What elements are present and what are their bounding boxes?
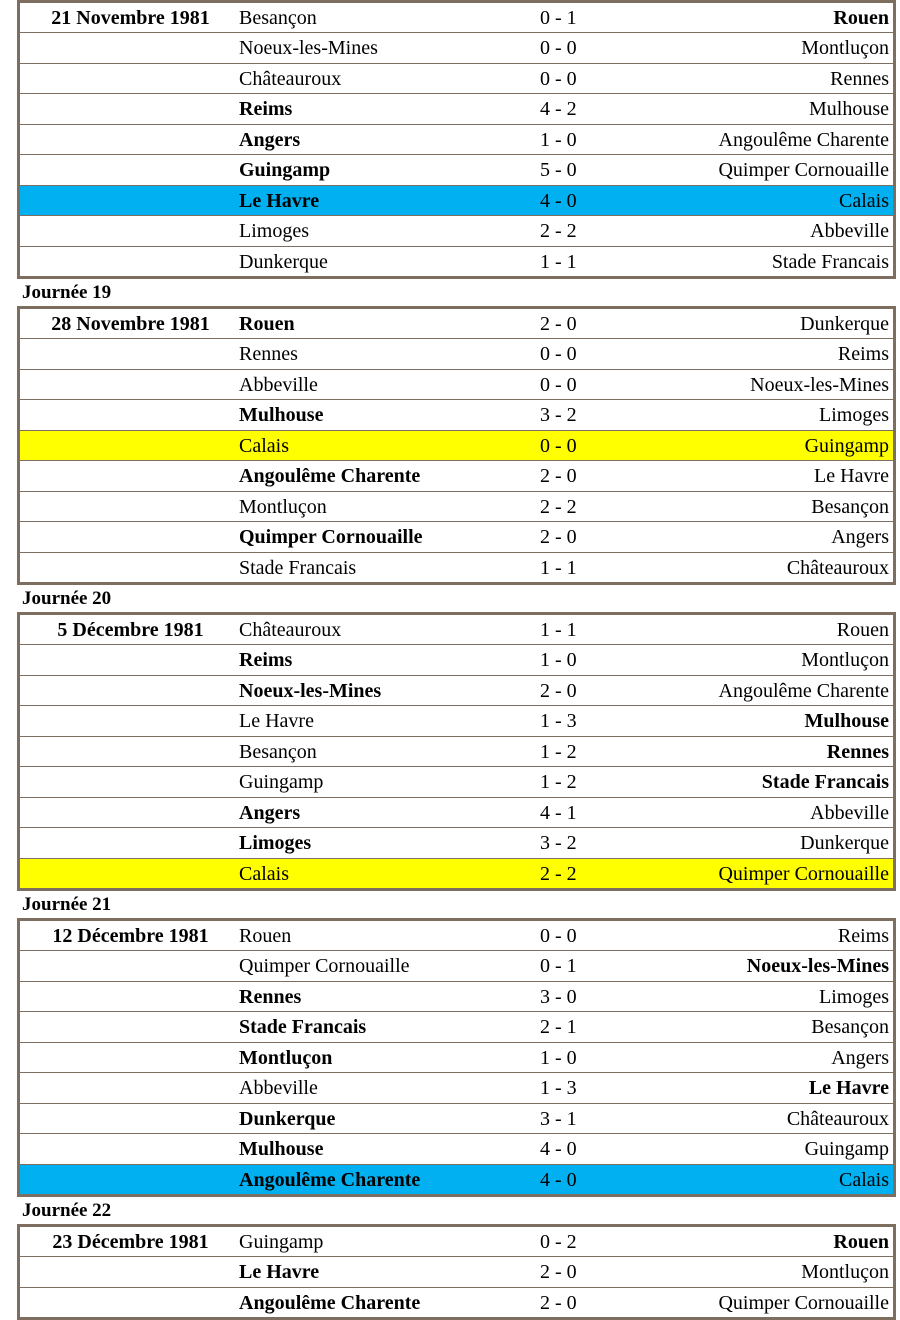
- score: 2 - 0: [540, 526, 577, 548]
- match-date: [20, 431, 235, 461]
- score: 2 - 0: [540, 1291, 577, 1314]
- match-row: [20, 460, 893, 491]
- match-row: [20, 215, 893, 246]
- match-date: [20, 216, 235, 246]
- home-team: Besançon: [239, 7, 317, 29]
- match-date: [20, 737, 235, 767]
- score: 2 - 2: [540, 862, 577, 885]
- home-team: Le Havre: [239, 1261, 320, 1283]
- match-row: [20, 154, 893, 185]
- match-row: [20, 950, 893, 981]
- score: 1 - 0: [540, 128, 577, 151]
- away-team: Guingamp: [804, 434, 889, 457]
- match-row: [20, 1011, 893, 1042]
- away-team: Dunkerque: [800, 313, 889, 335]
- home-team: Montluçon: [239, 1046, 333, 1069]
- match-row: [20, 32, 893, 63]
- match-date: [20, 1288, 235, 1318]
- match-row: [20, 124, 893, 155]
- away-team: Abbeville: [810, 801, 889, 824]
- home-team: Limoges: [239, 832, 312, 854]
- score: 0 - 0: [540, 67, 577, 90]
- home-team: Châteauroux: [239, 67, 342, 90]
- score: 3 - 1: [540, 1107, 577, 1130]
- home-team: Rennes: [239, 985, 302, 1008]
- home-team: Stade Francais: [239, 556, 357, 579]
- away-team: Noeux-les-Mines: [750, 373, 889, 396]
- home-team: Mulhouse: [239, 404, 324, 426]
- home-team: Le Havre: [239, 189, 320, 212]
- match-row: [20, 1227, 893, 1256]
- score: 0 - 0: [540, 925, 577, 947]
- score: 4 - 0: [540, 1138, 577, 1160]
- score: 2 - 0: [540, 465, 577, 487]
- away-team: Châteauroux: [786, 1107, 889, 1130]
- match-row: [20, 521, 893, 552]
- match-row: [20, 921, 893, 950]
- away-team: Stade Francais: [761, 771, 889, 793]
- match-row: [20, 981, 893, 1012]
- away-team: Reims: [837, 343, 889, 365]
- away-team: Guingamp: [804, 1138, 889, 1160]
- home-team: Angoulême Charente: [239, 1168, 421, 1191]
- match-date: [20, 645, 235, 675]
- home-team: Rennes: [239, 343, 298, 365]
- match-row: [20, 430, 893, 461]
- score: 1 - 3: [540, 710, 577, 732]
- match-date: [20, 553, 235, 583]
- away-team: Quimper Cornouaille: [718, 862, 889, 885]
- match-date: [20, 400, 235, 430]
- match-date: [20, 186, 235, 216]
- match-date: [20, 125, 235, 155]
- match-date: [20, 370, 235, 400]
- match-row: [20, 736, 893, 767]
- home-team: Abbeville: [239, 1077, 318, 1099]
- match-row: [20, 858, 893, 889]
- match-date: 5 Décembre 1981: [57, 619, 204, 641]
- match-row: [20, 552, 893, 583]
- score: 3 - 2: [540, 404, 577, 426]
- match-date: 23 Décembre 1981: [52, 1231, 209, 1253]
- away-team: Montluçon: [801, 1261, 889, 1283]
- match-date: [20, 1134, 235, 1164]
- home-team: Châteauroux: [239, 619, 342, 641]
- match-row: [20, 705, 893, 736]
- match-date: [20, 94, 235, 124]
- home-team: Rouen: [239, 313, 295, 335]
- score: 2 - 0: [540, 679, 577, 702]
- score: 1 - 1: [540, 556, 577, 579]
- match-date: [20, 1104, 235, 1134]
- match-row: [20, 399, 893, 430]
- away-team: Rouen: [833, 7, 889, 29]
- match-date: [20, 859, 235, 889]
- match-row: [20, 675, 893, 706]
- match-row: [20, 1256, 893, 1287]
- match-row: [20, 1072, 893, 1103]
- away-team: Stade Francais: [771, 250, 889, 273]
- match-row: [20, 369, 893, 400]
- match-date: [20, 767, 235, 797]
- away-team: Besançon: [811, 495, 889, 518]
- home-team: Reims: [239, 649, 293, 671]
- score: 3 - 0: [540, 985, 577, 1008]
- home-team: Angoulême Charente: [239, 1291, 421, 1314]
- match-date: [20, 951, 235, 981]
- home-team: Guingamp: [239, 1231, 324, 1253]
- match-date: [20, 828, 235, 858]
- match-date: [20, 522, 235, 552]
- home-team: Besançon: [239, 740, 317, 763]
- home-team: Le Havre: [239, 710, 314, 732]
- match-date: [20, 706, 235, 736]
- score: 1 - 3: [540, 1077, 577, 1099]
- home-team: Calais: [239, 434, 289, 457]
- match-date: 21 Novembre 1981: [51, 7, 210, 29]
- match-row: [20, 1042, 893, 1073]
- away-team: Le Havre: [808, 1077, 889, 1099]
- match-date: [20, 676, 235, 706]
- match-row: [20, 644, 893, 675]
- away-team: Abbeville: [810, 220, 889, 242]
- round-table: [17, 0, 896, 279]
- home-team: Reims: [239, 98, 293, 120]
- away-team: Besançon: [811, 1016, 889, 1038]
- match-row: [20, 827, 893, 858]
- match-row: [20, 63, 893, 94]
- score: 0 - 1: [540, 955, 577, 977]
- match-date: [20, 64, 235, 94]
- away-team: Reims: [837, 925, 889, 947]
- match-date: 28 Novembre 1981: [51, 313, 210, 335]
- home-team: Rouen: [239, 925, 292, 947]
- match-row: [20, 766, 893, 797]
- away-team: Angers: [831, 1046, 889, 1069]
- match-row: [20, 3, 893, 32]
- score: 2 - 1: [540, 1016, 577, 1038]
- score: 0 - 0: [540, 343, 577, 365]
- away-team: Rouen: [836, 619, 889, 641]
- round-label: Journée 19: [22, 282, 112, 303]
- match-date: [20, 247, 235, 277]
- match-date: [20, 155, 235, 185]
- score: 0 - 1: [540, 7, 577, 29]
- score: 2 - 2: [540, 220, 577, 242]
- away-team: Noeux-les-Mines: [746, 955, 889, 977]
- match-row: [20, 338, 893, 369]
- score: 1 - 2: [540, 740, 577, 763]
- match-date: [20, 339, 235, 369]
- away-team: Limoges: [819, 404, 889, 426]
- home-team: Abbeville: [239, 373, 318, 396]
- away-team: Angers: [831, 526, 889, 548]
- score: 1 - 1: [540, 619, 577, 641]
- match-row: [20, 491, 893, 522]
- match-date: [20, 1257, 235, 1287]
- home-team: Guingamp: [239, 771, 324, 793]
- match-row: [20, 309, 893, 338]
- match-row: [20, 185, 893, 216]
- match-date: [20, 492, 235, 522]
- away-team: Châteauroux: [786, 556, 889, 579]
- round-table: [17, 306, 896, 585]
- away-team: Dunkerque: [800, 832, 889, 854]
- score: 0 - 0: [540, 373, 577, 396]
- score: 2 - 0: [540, 1261, 577, 1283]
- match-date: [20, 1073, 235, 1103]
- home-team: Stade Francais: [239, 1016, 367, 1038]
- away-team: Rennes: [826, 740, 889, 763]
- home-team: Dunkerque: [239, 250, 328, 273]
- score: 3 - 2: [540, 832, 577, 854]
- round-label: Journée 20: [22, 588, 112, 609]
- score: 1 - 2: [540, 771, 577, 793]
- away-team: Limoges: [819, 985, 889, 1008]
- score: 5 - 0: [540, 159, 577, 181]
- home-team: Angoulême Charente: [239, 465, 421, 487]
- match-row: [20, 1287, 893, 1318]
- score: 0 - 2: [540, 1231, 577, 1253]
- round-table: [17, 918, 896, 1197]
- score: 2 - 2: [540, 495, 577, 518]
- score: 1 - 0: [540, 1046, 577, 1069]
- away-team: Angoulême Charente: [718, 128, 889, 151]
- match-row: [20, 1164, 893, 1195]
- score: 0 - 0: [540, 434, 577, 457]
- match-row: [20, 615, 893, 644]
- round-label: Journée 21: [22, 894, 112, 915]
- away-team: Le Havre: [814, 465, 889, 487]
- away-team: Mulhouse: [804, 710, 889, 732]
- home-team: Angers: [239, 801, 301, 824]
- home-team: Calais: [239, 862, 289, 885]
- home-team: Guingamp: [239, 159, 331, 181]
- away-team: Mulhouse: [809, 98, 889, 120]
- away-team: Calais: [839, 1168, 889, 1191]
- score: 4 - 2: [540, 98, 577, 120]
- match-date: [20, 1165, 235, 1195]
- away-team: Rouen: [833, 1231, 889, 1253]
- round-table: [17, 1224, 896, 1320]
- home-team: Dunkerque: [239, 1107, 336, 1130]
- match-date: [20, 33, 235, 63]
- home-team: Angers: [239, 128, 301, 151]
- round-label: Journée 22: [22, 1200, 112, 1221]
- home-team: Montluçon: [239, 495, 327, 518]
- home-team: Quimper Cornouaille: [239, 955, 410, 977]
- away-team: Montluçon: [801, 37, 889, 59]
- home-team: Mulhouse: [239, 1138, 324, 1160]
- home-team: Quimper Cornouaille: [239, 526, 423, 548]
- match-date: [20, 982, 235, 1012]
- away-team: Angoulême Charente: [718, 679, 889, 702]
- score: 2 - 0: [540, 313, 577, 335]
- match-row: [20, 93, 893, 124]
- match-row: [20, 246, 893, 277]
- match-date: [20, 798, 235, 828]
- home-team: Limoges: [239, 220, 309, 242]
- away-team: Quimper Cornouaille: [718, 159, 889, 181]
- score: 4 - 0: [540, 189, 577, 212]
- score: 0 - 0: [540, 37, 577, 59]
- score: 1 - 1: [540, 250, 577, 273]
- score: 4 - 0: [540, 1168, 577, 1191]
- round-table: [17, 612, 896, 891]
- match-date: [20, 1043, 235, 1073]
- score: 4 - 1: [540, 801, 577, 824]
- match-row: [20, 1103, 893, 1134]
- away-team: Quimper Cornouaille: [718, 1291, 889, 1314]
- away-team: Calais: [839, 189, 889, 212]
- match-row: [20, 797, 893, 828]
- away-team: Montluçon: [801, 649, 889, 671]
- home-team: Noeux-les-Mines: [239, 37, 378, 59]
- match-date: 12 Décembre 1981: [52, 925, 209, 947]
- match-date: [20, 1012, 235, 1042]
- score: 1 - 0: [540, 649, 577, 671]
- away-team: Rennes: [830, 67, 889, 90]
- match-date: [20, 461, 235, 491]
- home-team: Noeux-les-Mines: [239, 679, 382, 702]
- match-row: [20, 1133, 893, 1164]
